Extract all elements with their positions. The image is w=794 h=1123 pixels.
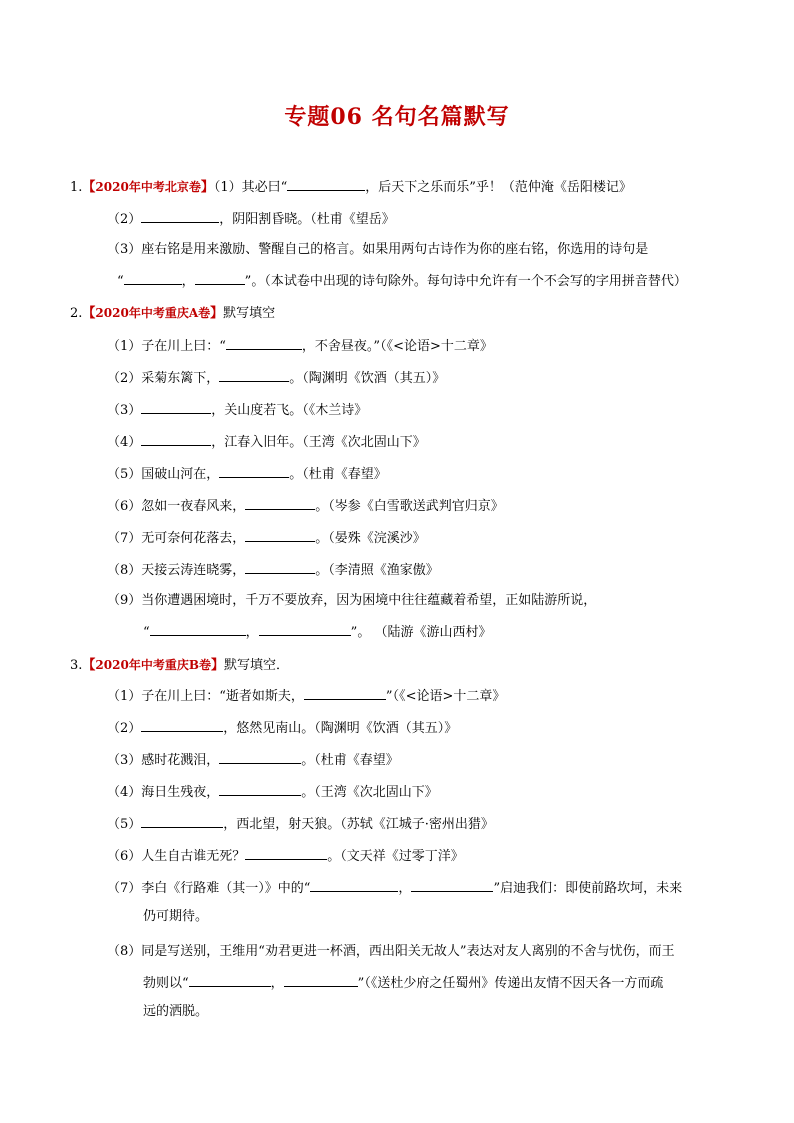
answer-blank[interactable] [245,845,327,860]
sub-question-text: ”（《送杜少府之任蜀州》传递出友情不因天各一方而疏 [357,976,664,991]
sub-question-text: 勃则以“ [143,976,189,991]
sub-question-text: 。（岑参《白雪歌送武判官归京》 [315,499,504,514]
sub-question-text: （4） [107,435,142,450]
question-1-item-3-continued [117,270,687,292]
sub-question-text: 。（杜甫《春望》 [289,467,387,482]
sub-question-text: （6）人生自古谁无死？ [107,849,246,864]
question-3-item-6 [107,845,464,867]
answer-blank[interactable] [245,559,315,574]
answer-blank[interactable] [310,877,398,892]
sub-question-text: 。（王湾《次北固山下》 [301,785,438,800]
sub-question-text: ，阴阳割昏晓。（杜甫《望岳》 [219,212,395,227]
sub-question-text: （6）忽如一夜春风来， [107,499,246,514]
question-2-header [70,303,275,324]
sub-question-text: （4）海日生残夜， [107,785,220,800]
answer-blank[interactable] [141,717,223,732]
question-number: 1. [70,180,83,195]
source-bracket-open: 【 [82,658,96,673]
question-2-item-4 [107,431,426,453]
question-2-item-5 [107,463,387,485]
source-tag: 2020年中考重庆B卷 [95,658,211,672]
sub-question-text: ，悠然见南山。（陶渊明《饮酒（其五）》 [223,721,458,736]
question-1-item-3 [107,240,648,260]
question-3-item-3 [107,749,399,771]
sub-question-text: （3）座右铭是用来激励、警醒自己的格言。如果用两句古诗作为你的座右铭，你选用的诗句是 [107,242,649,257]
question-2-item-3 [107,399,367,421]
sub-question-text: （8）同是写送别，王维用“劝君更进一杯酒，西出阳关无故人”表达对友人离别的不舍与忧伤，而王 [107,944,675,959]
question-instruction: 默写填空 [223,306,276,321]
sub-question-text: 仍可期待。 [143,909,209,924]
answer-blank[interactable] [141,399,211,414]
sub-question-text: （7）无可奈何花落去， [107,531,246,546]
sub-question-text: （9）当你遭遇困境时，千万不要放弃，因为困境中往往蕴藏着希望，正如陆游所说， [107,593,597,608]
question-3-item-4 [107,781,438,803]
source-tag: 2020年中考北京卷 [95,180,201,194]
answer-blank[interactable] [304,685,386,700]
sub-question-text: （2） [107,721,142,736]
question-3-item-2 [107,717,457,739]
sub-question-text: （5）国破山河在， [107,467,220,482]
question-number: 3. [70,658,83,673]
sub-question-text: （5） [107,817,142,832]
question-2-item-2 [107,367,445,389]
question-2-item-6 [107,495,504,517]
question-3-item-7 [107,877,682,899]
source-bracket-open: 【 [82,180,96,195]
answer-blank[interactable] [150,621,246,636]
sub-question-text: （2）采菊东篱下， [107,371,220,386]
answer-blank[interactable] [226,335,302,350]
sub-question-text: （1）其必曰“ [213,180,288,195]
question-2-item-9-continued [143,621,491,643]
sub-question-text: （3）感时花溅泪， [107,753,220,768]
question-3-item-7-continued [143,907,208,927]
question-2-item-1 [107,335,493,357]
answer-blank[interactable] [219,749,301,764]
answer-blank[interactable] [245,495,315,510]
sub-question-text: 。（李清照《渔家傲》 [315,563,439,578]
sub-question-text: ，关山度若飞。（《木兰诗》 [211,403,368,418]
question-3-item-8 [107,942,675,962]
sub-question-text: （7）李白《行路难（其一）》中的“ [107,881,311,896]
sub-question-text: ”。（本试卷中出现的诗句除外。每句诗中允许有一个不会写的字用拼音替代） [244,274,687,289]
answer-blank[interactable] [284,972,358,987]
sub-question-text: ，西北望，射天狼。（苏轼《江城子·密州出猎》 [223,817,494,832]
question-3-item-8-continued [143,972,663,994]
sub-question-text: （1）子在川上曰：“ [107,339,226,354]
answer-blank[interactable] [219,463,289,478]
answer-blank[interactable] [219,781,301,796]
question-3-item-1 [107,685,505,707]
quote-open: “ [143,625,150,640]
answer-blank[interactable] [189,972,271,987]
comma: ， [270,976,284,991]
sub-question-text: （8）天接云涛连晓雾， [107,563,246,578]
question-1-item-2 [107,208,395,230]
sub-question-text: （3） [107,403,142,418]
sub-question-text: 。（文天祥《过零丁洋》 [327,849,464,864]
sub-question-text: （1）子在川上曰：“逝者如斯夫， [107,689,304,704]
sub-question-text: （2） [107,212,142,227]
source-bracket-open: 【 [82,306,96,321]
sub-question-text: ，后天下之乐而乐”乎！（范仲淹《岳阳楼记》 [365,180,632,195]
answer-blank[interactable] [195,270,245,285]
source-bracket-close: 】 [210,658,224,673]
sub-question-text: ”启迪我们：即使前路坎坷，未来 [493,881,683,896]
question-2-item-8 [107,559,439,581]
sub-question-text: 。（晏殊《浣溪沙》 [315,531,426,546]
sub-question-text: 。（陶渊明《饮酒（其五）》 [289,371,446,386]
answer-blank[interactable] [141,208,219,223]
sub-question-text: 远的洒脱。 [143,1004,209,1019]
sub-question-text: ，不舍昼夜。”（《<论语>十二章》 [301,339,493,354]
source-bracket-close: 】 [210,306,224,321]
question-number: 2. [70,306,83,321]
comma: ， [398,881,412,896]
sub-question-text: 。（杜甫《春望》 [301,753,399,768]
answer-blank[interactable] [259,621,351,636]
answer-blank[interactable] [141,431,211,446]
quote-open: “ [117,274,124,289]
page-title: 专题06 名句名篇默写 [284,104,510,130]
question-2-item-7 [107,527,426,549]
question-3-header [70,655,289,676]
question-1-header [70,176,632,198]
answer-blank[interactable] [411,877,493,892]
answer-blank[interactable] [287,176,365,191]
source-bracket-close: 】 [200,180,214,195]
question-2-item-9 [107,591,596,611]
sub-question-text: ”（《<论语>十二章》 [385,689,506,704]
answer-blank[interactable] [219,367,289,382]
question-3-item-8-end [143,1002,208,1022]
sub-question-text: ，江春入旧年。（王湾《次北固山下》 [211,435,426,450]
source-tag: 2020年中考重庆A卷 [95,306,211,320]
question-instruction: 默写填空． [223,658,289,673]
sub-question-text: ”。 （陆游《游山西村》 [350,625,492,640]
question-3-item-5 [107,813,494,835]
comma: ， [245,625,259,640]
answer-blank[interactable] [141,813,223,828]
answer-blank[interactable] [124,270,182,285]
answer-blank[interactable] [245,527,315,542]
comma: ， [181,274,195,289]
